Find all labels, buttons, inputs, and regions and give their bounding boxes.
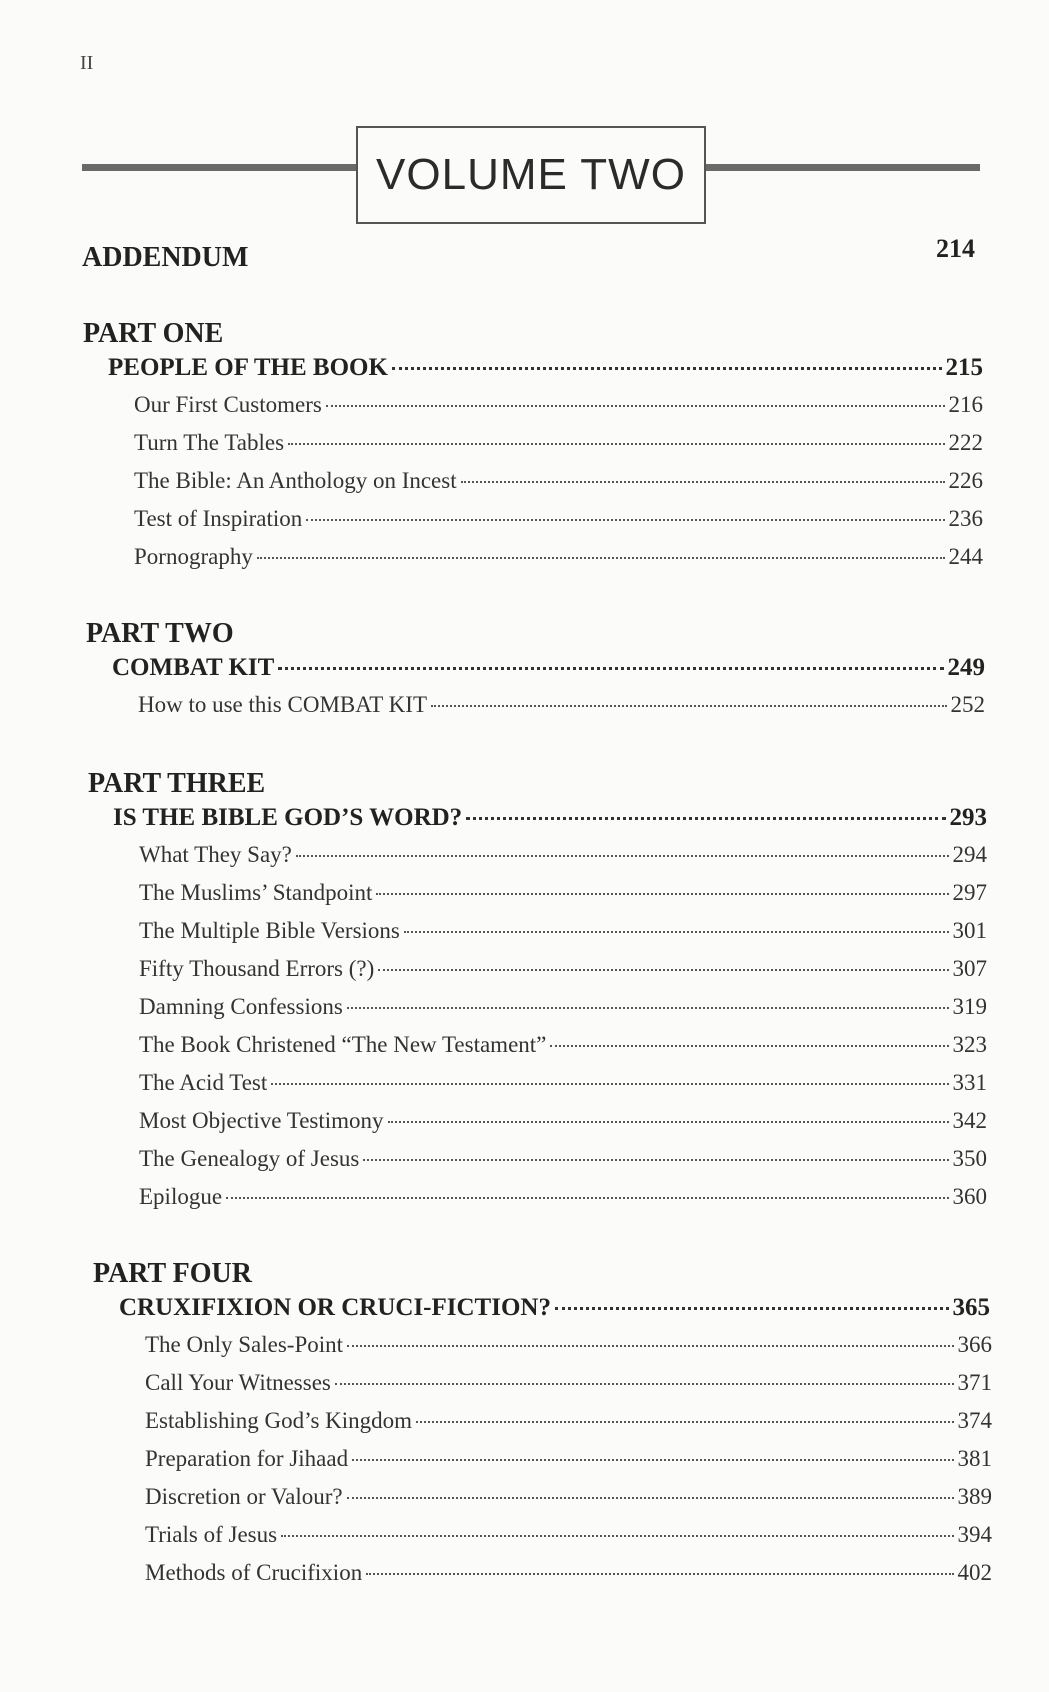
section-page: 371 [957, 1370, 992, 1395]
section-title: Pornography [134, 544, 253, 569]
dot-leader [271, 1083, 948, 1085]
section-title: Turn The Tables [134, 430, 285, 455]
section-page: 307 [952, 956, 987, 981]
dot-leader [404, 931, 949, 933]
toc-section-row[interactable] [145, 1446, 992, 1472]
dot-leader [347, 1497, 954, 1499]
dot-leader [326, 405, 945, 407]
dot-leader [226, 1197, 948, 1199]
section-title: Epilogue [139, 1184, 223, 1209]
section-title: Test of Inspiration [134, 506, 303, 531]
section-page: 323 [952, 1032, 987, 1057]
dot-leader [550, 1045, 948, 1047]
dot-leader [392, 367, 942, 370]
section-page: 402 [957, 1560, 992, 1585]
section-page: 226 [948, 468, 983, 493]
section-title: Call Your Witnesses [145, 1370, 331, 1395]
volume-header [82, 126, 980, 226]
toc-section-row[interactable] [139, 880, 987, 906]
chapter-page: 365 [952, 1294, 990, 1321]
toc-section-row[interactable] [134, 430, 983, 456]
section-page: 244 [948, 544, 983, 569]
dot-leader [257, 557, 945, 559]
section-page: 301 [952, 918, 987, 943]
section-title: Trials of Jesus [145, 1522, 278, 1547]
section-title: How to use this COMBAT KIT [138, 692, 428, 717]
toc-section-row[interactable] [134, 544, 983, 570]
section-page: 389 [957, 1484, 992, 1509]
section-title: The Multiple Bible Versions [139, 918, 400, 943]
section-page: 360 [952, 1184, 987, 1209]
toc-section-row[interactable] [139, 1032, 987, 1058]
section-title: The Book Christened “The New Testament” [139, 1032, 547, 1057]
part-heading: PART ONE [83, 318, 224, 349]
section-page: 350 [952, 1146, 987, 1171]
chapter-title: CRUXIFIXION OR CRUCI-FICTION? [119, 1294, 551, 1321]
section-title: The Acid Test [139, 1070, 268, 1095]
toc-section-row[interactable] [145, 1408, 992, 1434]
rule-right [706, 164, 980, 171]
dot-leader [278, 667, 943, 670]
section-title: What They Say? [139, 842, 292, 867]
toc-section-row[interactable] [145, 1332, 992, 1358]
section-title: Preparation for Jihaad [145, 1446, 349, 1471]
dot-leader [288, 443, 944, 445]
toc-section-row[interactable] [138, 692, 985, 718]
section-page: 236 [948, 506, 983, 531]
toc-section-row[interactable] [139, 918, 987, 944]
dot-leader [296, 855, 949, 857]
toc-chapter-row[interactable] [113, 804, 987, 832]
section-page: 216 [948, 392, 983, 417]
toc-section-row[interactable] [145, 1370, 992, 1396]
toc-section-row[interactable] [139, 1108, 987, 1134]
section-title: Establishing God’s Kingdom [145, 1408, 413, 1433]
toc-section-row[interactable] [139, 1184, 987, 1210]
dot-leader [388, 1121, 949, 1123]
toc-section-row[interactable] [134, 468, 983, 494]
chapter-title: COMBAT KIT [112, 654, 275, 681]
dot-leader [366, 1573, 953, 1575]
dot-leader [376, 893, 948, 895]
page-number: II [80, 52, 94, 74]
chapter-page: 293 [949, 804, 987, 831]
section-page: 294 [952, 842, 987, 867]
section-title: The Only Sales-Point [145, 1332, 344, 1357]
section-page: 252 [950, 692, 985, 717]
addendum-label: ADDENDUM [82, 242, 249, 273]
dot-leader [281, 1535, 953, 1537]
toc-section-row[interactable] [139, 842, 987, 868]
section-page: 331 [952, 1070, 987, 1095]
toc-section-row[interactable] [145, 1522, 992, 1548]
dot-leader [416, 1421, 953, 1423]
section-title: Methods of Crucifixion [145, 1560, 363, 1585]
addendum-page: 214 [936, 234, 975, 263]
section-page: 366 [957, 1332, 992, 1357]
toc-section-row[interactable] [139, 1146, 987, 1172]
section-title: Most Objective Testimony [139, 1108, 384, 1133]
section-title: Our First Customers [134, 392, 322, 417]
volume-title: VOLUME TWO [356, 126, 706, 224]
section-title: The Muslims’ Standpoint [139, 880, 373, 905]
dot-leader [378, 969, 948, 971]
toc-section-row[interactable] [139, 956, 987, 982]
toc-chapter-row[interactable] [119, 1294, 990, 1322]
dot-leader [461, 481, 945, 483]
dot-leader [555, 1307, 949, 1310]
dot-leader [352, 1459, 953, 1461]
section-title: Fifty Thousand Errors (?) [139, 956, 375, 981]
dot-leader [431, 705, 946, 707]
toc-section-row[interactable] [134, 392, 983, 418]
part-heading: PART TWO [86, 618, 234, 649]
toc-section-row[interactable] [145, 1560, 992, 1586]
toc-section-row[interactable] [139, 1070, 987, 1096]
section-title: Discretion or Valour? [145, 1484, 343, 1509]
section-page: 381 [957, 1446, 992, 1471]
toc-chapter-row[interactable] [112, 654, 985, 682]
section-page: 222 [948, 430, 983, 455]
chapter-title: IS THE BIBLE GOD’S WORD? [113, 804, 463, 831]
toc-chapter-row[interactable] [108, 354, 983, 382]
dot-leader [347, 1007, 949, 1009]
section-page: 297 [952, 880, 987, 905]
chapter-title: PEOPLE OF THE BOOK [108, 354, 388, 381]
section-title: Damning Confessions [139, 994, 343, 1019]
section-title: The Bible: An Anthology on Incest [134, 468, 457, 493]
rule-left [82, 164, 358, 171]
toc-section-row[interactable] [139, 994, 987, 1020]
section-page: 394 [957, 1522, 992, 1547]
section-page: 374 [957, 1408, 992, 1433]
chapter-page: 249 [947, 654, 985, 681]
section-page: 319 [952, 994, 987, 1019]
chapter-page: 215 [945, 354, 983, 381]
dot-leader [347, 1345, 953, 1347]
toc-section-row[interactable] [145, 1484, 992, 1510]
part-heading: PART THREE [88, 768, 266, 799]
dot-leader [335, 1383, 954, 1385]
section-page: 342 [952, 1108, 987, 1133]
dot-leader [466, 817, 945, 820]
part-heading: PART FOUR [93, 1258, 252, 1289]
dot-leader [306, 519, 944, 521]
toc-section-row[interactable] [134, 506, 983, 532]
dot-leader [363, 1159, 948, 1161]
section-title: The Genealogy of Jesus [139, 1146, 360, 1171]
